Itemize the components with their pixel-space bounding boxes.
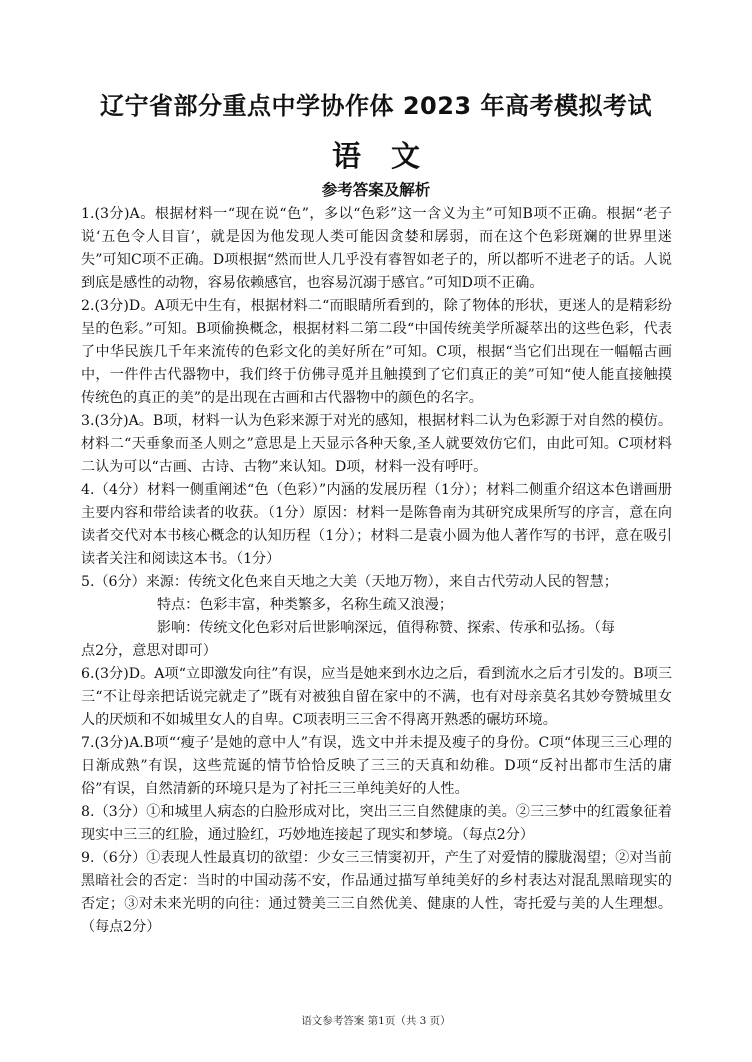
answer-5-line: 5.（6分）来源：传统文化色来自天地之大美（天地万物），来自古代劳动人民的智慧； [81, 574, 618, 590]
answer-5-line: 影响：传统文化色彩对后世影响深远，值得称赞、探索、传承和弘扬。（每 [157, 620, 616, 636]
answer-2: 2.(3分)D。A项无中生有，根据材料二“而眼睛所看到的，除了物体的形状，更迷人的是精彩纷呈的色彩。”可知。B项偷换概念，根据材料二第二段“中国传统美学所凝萃出的这些色彩，代表了中华民族几千年来流传的色彩文化的美好所在”可知。C项，根据“当它们出现在一幅幅古画中，一件件古代器物中，我们终于仿佛寻觅并且触摸到了它们真正的美”可知“使人能直接触摸传统色的真正的美”的是出现在古画和古代器物中的颜色的名字。 [81, 298, 672, 406]
answer-4: 4.（4分）材料一侧重阐述“色（色彩）”内涵的发展历程（1分）；材料二侧重介绍这本色谱画册主要内容和带给读者的收获。（1分）原因：材料一是陈鲁南为其研究成果所写的序言，意在向读者交代对本书核心概念的认知历程（1分）；材料二是袁小圆为他人著作写的书评，意在吸引读者关注和阅读这本书。（1分） [81, 482, 672, 567]
exam-title: 辽宁省部分重点中学协作体 2023 年高考模拟考试 [99, 92, 652, 120]
subject-title: 语 文 [331, 139, 431, 173]
answer-8: 8.（3分）①和城里人病态的白脸形成对比，突出三三自然健康的美。②三三梦中的红霞象征着现实中三三的红脸，通过脸红，巧妙地连接起了现实和梦境。（每点2分） [81, 804, 672, 843]
answer-5 [81, 571, 672, 663]
answer-9: 9.（6分）①表现人性最真切的欲望：少女三三情窦初开，产生了对爱情的朦胧渴望；②对当前黑暗社会的否定：当时的中国动荡不安，作品通过描写单纯美好的乡村表达对混乱黑暗现实的否定；③对未来光明的向往：通过赞美三三自然优美、健康的人性，寄托爱与美的人生理想。（每点2分） [81, 850, 672, 935]
answer-5-line: 特点：色彩丰富，种类繁多，名称生疏又浪漫； [157, 597, 453, 613]
answer-5-line: 点2分，意思对即可） [81, 643, 217, 659]
answer-7: 7.(3分)A.B项“‘瘦子’是她的意中人”有误，选文中并未提及瘦子的身份。C项“体现三三心理的日渐成熟”有误，这些荒诞的情节恰恰反映了三三的天真和幼稚。D项“反衬出都市生活的庸俗”有误，自然清新的环境只是为了衬托三三单纯美好的人性。 [81, 735, 672, 797]
answer-1: 1.(3分)A。根据材料一“现在说“色”，多以“色彩”这一含义为主”可知B项不正确。根据“老子说‘五色令人目盲’，就是因为他发现人类可能因贪婪和孱弱，而在这个色彩斑斓的世界里迷失”可知C项不正确。D项根据“然而世人几乎没有睿智如老子的，所以都听不进老子的话。人说到底是感性的动物，容易依赖感官，也容易沉溺于感官。”可知D项不正确。 [81, 206, 672, 291]
answer-6: 6.(3分)D。A项“立即激发向往”有误，应当是她来到水边之后，看到流水之后才引发的。B项三三“不让母亲把话说完就走了”既有对被独自留在家中的不满，也有对母亲莫名其妙夸赞城里女人的厌烦和不如城里女人的自卑。C项表明三三舍不得离开熟悉的碾坊环境。 [81, 666, 672, 728]
answer-list [81, 203, 672, 939]
answer-3: 3.(3分)A。B项，材料一认为色彩来源于对光的感知，根据材料二认为色彩源于对自然的模仿。材料二“天垂象而圣人则之”意思是上天显示各种天象,圣人就要效仿它们，由此可知。C项材料二认为可以“古画、古诗、古物”来认知。D项，材料一没有呼吁。 [81, 413, 672, 475]
page-footer: 语文参考答案 第1页（共 3 页） [301, 1015, 451, 1027]
section-heading: 参考答案及解析 [321, 181, 431, 199]
